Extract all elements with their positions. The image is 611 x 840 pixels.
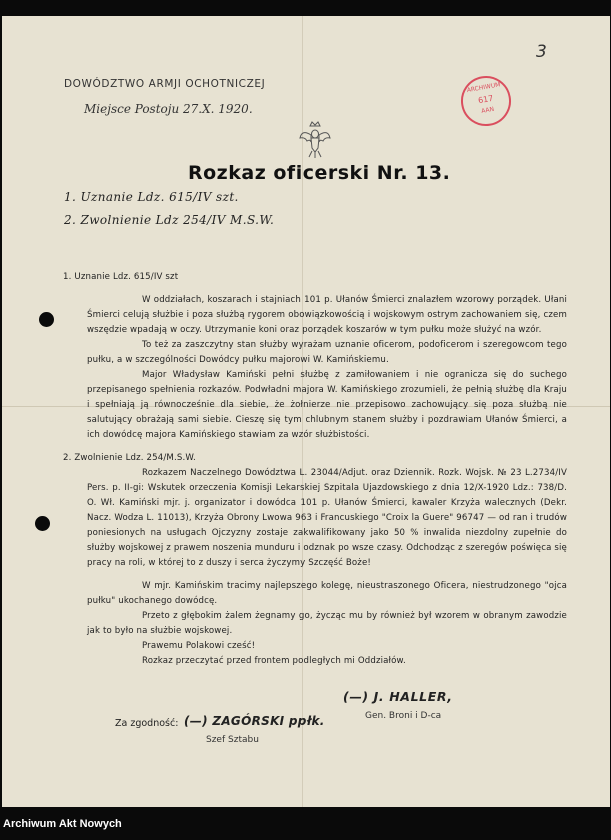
order-title: Rozkaz oficerski Nr. 13. — [188, 162, 451, 184]
signature-rank: Gen. Broni i D-ca — [365, 711, 442, 721]
institution-header: DOWÓDZTWO ARMJI OCHOTNICZEJ — [64, 78, 266, 90]
section-heading: 2. Zwolnienie Ldz. 254/M.S.W. — [63, 453, 196, 463]
paragraph: Prawemu Polakowi cześć! — [142, 641, 256, 651]
punch-hole-lower — [35, 516, 50, 531]
paragraph: Rozkazem Naczelnego Dowództwa L. 23044/Adjut. oraz Dziennik. Rozk. Wojsk. № 23 L.2734/IV Pers. p. II-gi: Wskutek orzeczenia Komisji Lekarskiej Szpitala Ujazdowskiego z dnia 12/X-1920 Ldz.: 738/D. O. Wł. Kamiński mjr. j. organizator i dowódca 101 p. Ułanów Śmierci, kawaler Krzyża walecznych (Dekr. Nacz. Wodza L. 11013), Krzyża Obrony Lwowa 963 i Francuskiego "Croix la Guere" 96747 — od ran i trudów poniesionych na usługach Ojczyzny zostaje zakwalifikowany jako 50 % inwalida niezdolny zupełnie do służby wojskowej z prawem noszenia munduru i odznak po wsze czasy. Odchodząc z szeregów poświęca się pracy na roli, w której to z duszy i serca życzymy Szczęść Boże! — [87, 468, 567, 568]
paragraph: W mjr. Kamińskim tracimy najlepszego kolegę, nieustraszonego Oficera, niestrudzonego "ojca pułku" ukochanego dowódcę. — [87, 581, 567, 606]
contents-item-1: 1. Uznanie Ldz. 615/IV szt. — [64, 190, 239, 204]
paragraph: To też za zaszczytny stan służby wyrażam uznanie oficerom, podoficerom i szeregowcom tego pułku, a w szczególności Dowódcy pułku majorowi W. Kamińskiemu. — [87, 340, 567, 365]
countersign-name: (—) ZAGÓRSKI ppłk. — [184, 714, 325, 728]
archive-stamp: ARCHIWUM 617 AAN — [457, 72, 515, 130]
signature-name: (—) J. HALLER, — [343, 689, 453, 704]
eagle-emblem — [298, 120, 332, 160]
place-date: Miejsce Postoju 27.X. 1920. — [84, 102, 253, 116]
paragraph: Rozkaz przeczytać przed frontem podległych mi Oddziałów. — [142, 656, 406, 666]
document-page — [2, 16, 610, 807]
paragraph: Przeto z głębokim żalem żegnamy go, życząc mu by również był wzorem w obranym zawodzie jak to było na służbie wojskowej. — [87, 611, 567, 636]
punch-hole-upper — [39, 312, 54, 327]
contents-item-2: 2. Zwolnienie Ldz 254/IV M.S.W. — [64, 213, 275, 227]
page-number: 3 — [536, 42, 547, 62]
archive-label: Archiwum Akt Nowych — [3, 818, 122, 830]
paragraph: W oddziałach, koszarach i stajniach 101 p. Ułanów Śmierci znalazłem wzorowy porządek. Ułani Śmierci celują służbie i poza służbą rygorem obowiązkowością i wojskowym ostrym zachowaniem się, czem wszędzie wpadają w oczy. Utrzymanie koni oraz porządek koszarów w tym pułku może służyć na wzór. — [87, 295, 567, 335]
paragraph: Major Władysław Kamiński pełni służbę z zamiłowaniem i nie ogranicza się do suchego przepisanego spełnienia rozkazów. Podwładni majora W. Kamińskiego zrozumieli, że pełnią służbę dla Kraju i spełniają ją równocześnie dla siebie, że żołnierze nie przepisowo zachowujący się poza służbą nie salutujący obrażają sami siebie. Cieszę się tym chlubnym stanem służby i pozdrawiam Ułanów Śmierci, a ich dowódcę majora Kamińskiego stawiam za wzór służbistości. — [87, 370, 567, 440]
section-heading: 1. Uznanie Ldz. 615/IV szt — [63, 272, 179, 282]
countersign-role: Szef Sztabu — [206, 735, 259, 745]
countersign-prefix: Za zgodność: — [115, 718, 179, 729]
order-body — [63, 270, 567, 669]
